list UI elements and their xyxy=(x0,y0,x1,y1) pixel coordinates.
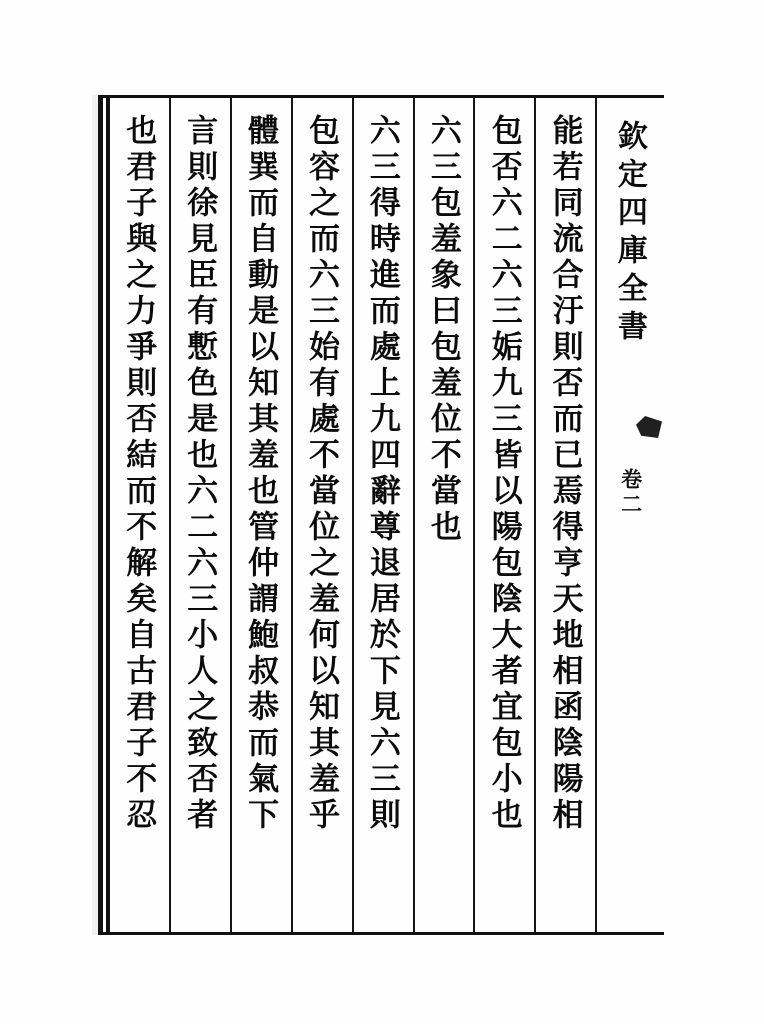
column-header xyxy=(595,98,664,932)
column-8 xyxy=(169,98,230,932)
column-3 xyxy=(473,98,534,932)
column-6 xyxy=(291,98,352,932)
column-text: 言則徐見臣有慙色是也六二六三小人之致否者 xyxy=(181,114,218,834)
column-text: 也君子與之力爭則否結而不解矣自古君子不忍 xyxy=(120,114,157,834)
column-9 xyxy=(108,98,169,932)
column-2 xyxy=(534,98,595,932)
column-5 xyxy=(352,98,413,932)
column-text: 包容之而六三始有處不當位之羞何以知其羞乎 xyxy=(303,114,340,834)
column-text: 六三包羞象曰包羞位不當也 xyxy=(425,114,461,546)
column-text: 能若同流合汙則否而已焉得亨天地相函陰陽相 xyxy=(546,114,583,834)
text-columns xyxy=(108,98,664,932)
volume-label: 卷二 xyxy=(618,468,644,518)
column-4 xyxy=(413,98,474,932)
column-text: 六三得時進而處上九四辭尊退居於下見六三則 xyxy=(364,114,400,834)
column-7 xyxy=(230,98,291,932)
seal-icon xyxy=(636,416,662,438)
collection-title: 欽定四庫全書 xyxy=(612,120,647,348)
column-text: 體巽而自動是以知其羞也管仲謂鮑叔恭而氣下 xyxy=(242,114,279,834)
column-text: 包否六二六三姤九三皆以陽包陰大者宜包小也 xyxy=(486,114,522,834)
